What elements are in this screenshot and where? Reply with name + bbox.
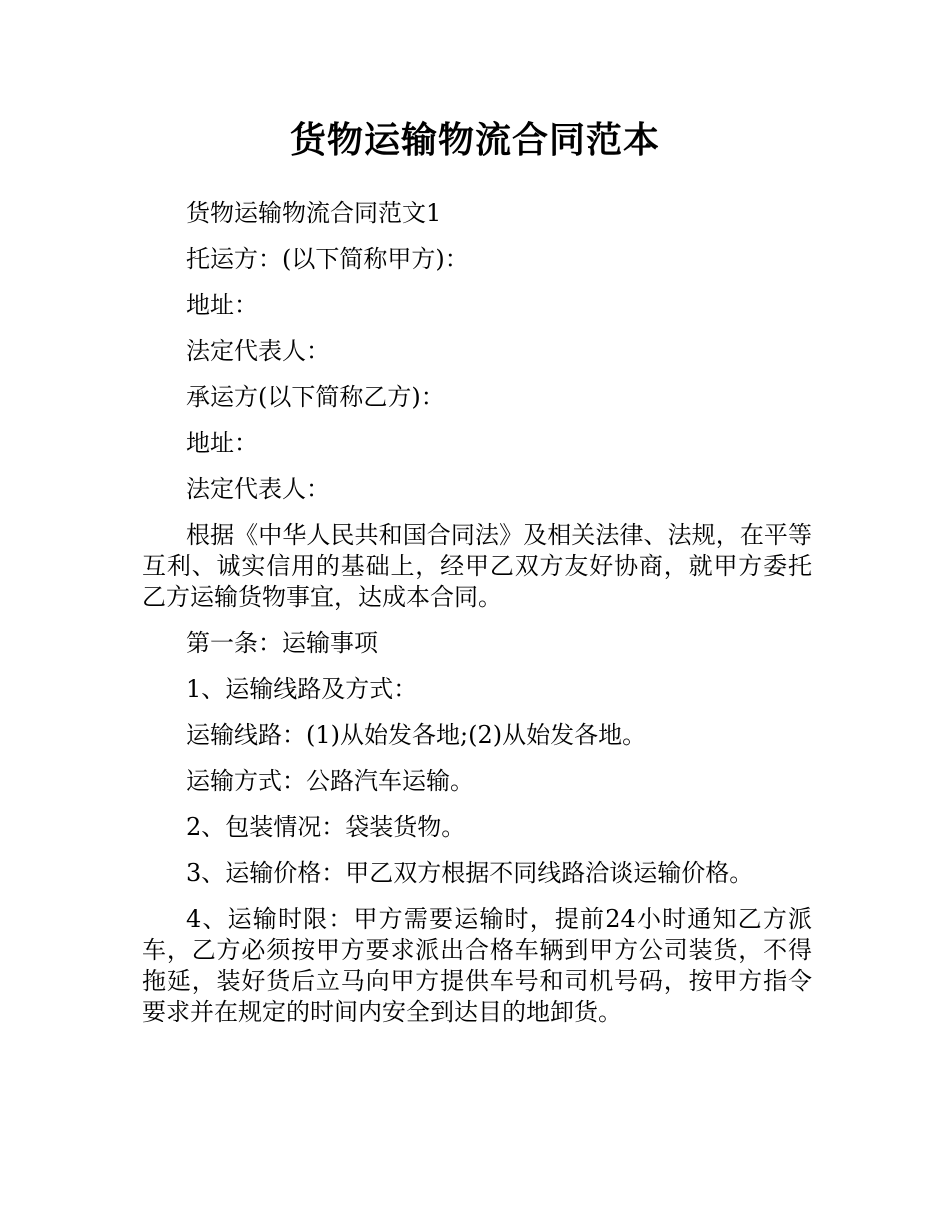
transport-method-line: 运输方式：公路汽车运输。 <box>186 767 474 795</box>
shipper-representative-line: 法定代表人： <box>186 337 330 365</box>
carrier-address-line: 地址： <box>186 429 258 457</box>
route-line: 运输线路：(1)从始发各地;(2)从始发各地。 <box>186 721 647 749</box>
packaging-item: 2、包装情况：袋装货物。 <box>186 813 466 841</box>
document-body <box>142 198 812 1043</box>
carrier-representative-line: 法定代表人： <box>186 475 330 503</box>
article-one-heading: 第一条：运输事项 <box>186 629 378 657</box>
shipper-address-line: 地址： <box>186 291 258 319</box>
route-and-method-item: 1、运输线路及方式： <box>186 675 418 703</box>
carrier-line: 承运方(以下简称乙方)： <box>186 383 445 411</box>
preamble-paragraph: 根据《中华人民共和国合同法》及相关法律、法规，在平等互利、诚实信用的基础上，经甲乙双方友好协商，就甲方委托乙方运输货物事宜，达成本合同。 <box>142 521 812 611</box>
contract-heading: 货物运输物流合同范文1 <box>186 199 442 227</box>
shipper-line: 托运方：(以下简称甲方)： <box>186 245 469 273</box>
time-limit-item: 4、运输时限：甲方需要运输时，提前24小时通知乙方派车，乙方必须按甲方要求派出合格车辆到甲方公司装货，不得拖延，装好货后立马向甲方提供车号和司机号码，按甲方指令要求并在规定的时间内安全到达目的地卸货。 <box>142 905 812 1026</box>
document-title: 货物运输物流合同范本 <box>289 120 660 161</box>
price-item: 3、运输价格：甲乙双方根据不同线路洽谈运输价格。 <box>186 859 754 887</box>
